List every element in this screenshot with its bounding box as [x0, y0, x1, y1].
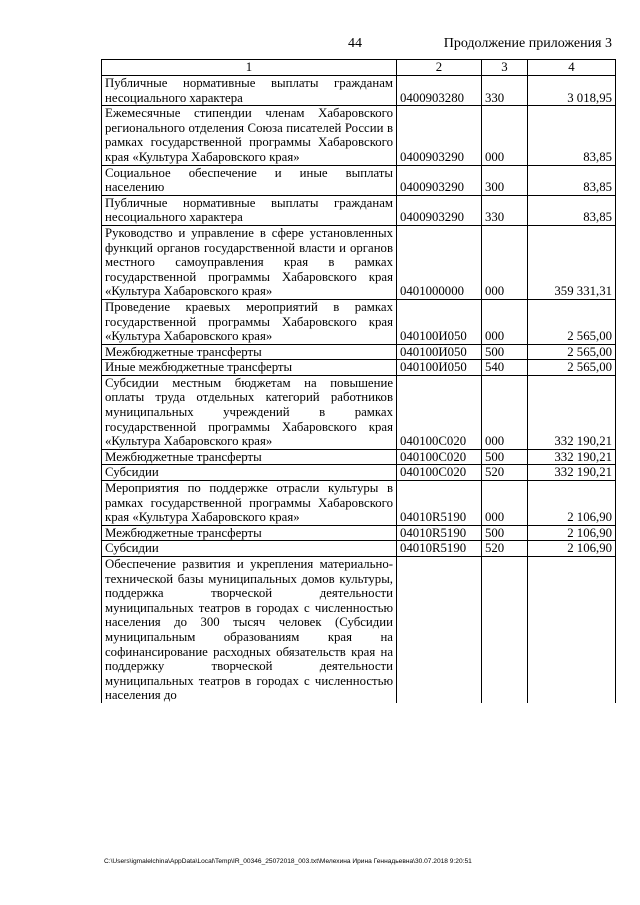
row-name-cell: Публичные нормативные выплаты гражданам несоциального характера: [102, 76, 397, 106]
row-type-cell: 000: [482, 106, 528, 165]
row-name-cell: Обеспечение развития и укрепления материально-технической базы муниципальных домов культуры, поддержка творческой деятельности муниципальных театров в городах с численностью населения до 300 тысяч человек (Субсидии муниципальным образованиям края на софинансирование расходных обязательств края на поддержку творческой деятельности муниципальных театров в городах с численностью населения до: [102, 557, 397, 703]
row-code-cell: 040100И050: [397, 299, 482, 344]
table-header-row: [102, 60, 616, 76]
row-type-cell: [482, 557, 528, 703]
budget-table: [101, 59, 616, 703]
row-name-cell: Мероприятия по поддержке отрасли культуры в рамках государственной программы Хабаровского края «Культура Хабаровского края»: [102, 481, 397, 526]
table-row: [102, 375, 616, 449]
column-header-3: 3: [482, 60, 528, 76]
row-type-cell: 300: [482, 165, 528, 195]
row-name-cell: Иные межбюджетные трансферты: [102, 360, 397, 376]
row-amount-cell: 2 106,90: [528, 481, 616, 526]
row-type-cell: 500: [482, 525, 528, 541]
column-header-1: 1: [102, 60, 397, 76]
row-code-cell: 0400903290: [397, 195, 482, 225]
row-name-cell: Субсидии местным бюджетам на повышение оплаты труда отдельных категорий работников муниципальных учреждений в рамках государственной программы Хабаровского края «Культура Хабаровского края»: [102, 375, 397, 449]
table-row: [102, 481, 616, 526]
row-amount-cell: 332 190,21: [528, 449, 616, 465]
row-type-cell: 000: [482, 225, 528, 299]
row-name-cell: Межбюджетные трансферты: [102, 525, 397, 541]
table-row: [102, 360, 616, 376]
table-row: [102, 299, 616, 344]
row-code-cell: 040100И050: [397, 344, 482, 360]
row-name-cell: Публичные нормативные выплаты гражданам несоциального характера: [102, 195, 397, 225]
row-amount-cell: [528, 557, 616, 703]
row-name-cell: Проведение краевых мероприятий в рамках государственной программы Хабаровского края «Культура Хабаровского края»: [102, 299, 397, 344]
row-amount-cell: 2 106,90: [528, 525, 616, 541]
row-amount-cell: 2 106,90: [528, 541, 616, 557]
column-header-2: 2: [397, 60, 482, 76]
table-row: [102, 76, 616, 106]
page-number: 44: [348, 36, 362, 51]
row-name-cell: Ежемесячные стипендии членам Хабаровского регионального отделения Союза писателей России в рамках государственной программы Хабаровского края «Культура Хабаровского края»: [102, 106, 397, 165]
row-code-cell: [397, 557, 482, 703]
table-row: [102, 165, 616, 195]
row-code-cell: 040100С020: [397, 449, 482, 465]
column-header-4: 4: [528, 60, 616, 76]
row-code-cell: 040100С020: [397, 375, 482, 449]
row-amount-cell: 3 018,95: [528, 76, 616, 106]
row-code-cell: 0400903290: [397, 165, 482, 195]
row-amount-cell: 332 190,21: [528, 375, 616, 449]
row-amount-cell: 83,85: [528, 195, 616, 225]
row-amount-cell: 332 190,21: [528, 465, 616, 481]
row-code-cell: 0400903290: [397, 106, 482, 165]
row-type-cell: 000: [482, 481, 528, 526]
table-row: [102, 449, 616, 465]
row-code-cell: 04010R5190: [397, 541, 482, 557]
row-type-cell: 330: [482, 195, 528, 225]
row-code-cell: 0400903280: [397, 76, 482, 106]
row-code-cell: 040100И050: [397, 360, 482, 376]
row-type-cell: 000: [482, 299, 528, 344]
row-type-cell: 500: [482, 344, 528, 360]
table-row: [102, 557, 616, 703]
row-amount-cell: 83,85: [528, 106, 616, 165]
row-amount-cell: 2 565,00: [528, 344, 616, 360]
file-path-footer: C:\Users\igmalelchina\AppData\Local\Temp\IR_00346_25072018_003.txt\Мелехина Ирина Геннадьевна\30.07.2018 9:20:51: [104, 858, 472, 865]
row-name-cell: Межбюджетные трансферты: [102, 344, 397, 360]
row-type-cell: 540: [482, 360, 528, 376]
row-type-cell: 520: [482, 465, 528, 481]
table-row: [102, 225, 616, 299]
row-name-cell: Руководство и управление в сфере установленных функций органов государственной власти и органов местного самоуправления края в рамках государственной программы Хабаровского края «Культура Хабаровского края»: [102, 225, 397, 299]
row-name-cell: Межбюджетные трансферты: [102, 449, 397, 465]
row-type-cell: 000: [482, 375, 528, 449]
row-code-cell: 04010R5190: [397, 481, 482, 526]
row-name-cell: Субсидии: [102, 465, 397, 481]
row-type-cell: 500: [482, 449, 528, 465]
row-amount-cell: 83,85: [528, 165, 616, 195]
table-row: [102, 344, 616, 360]
table-row: [102, 525, 616, 541]
row-name-cell: Социальное обеспечение и иные выплаты населению: [102, 165, 397, 195]
table-row: [102, 541, 616, 557]
row-code-cell: 04010R5190: [397, 525, 482, 541]
row-amount-cell: 2 565,00: [528, 299, 616, 344]
row-name-cell: Субсидии: [102, 541, 397, 557]
row-type-cell: 330: [482, 76, 528, 106]
row-code-cell: 0401000000: [397, 225, 482, 299]
table-row: [102, 195, 616, 225]
continuation-label: Продолжение приложения 3: [443, 36, 612, 51]
row-type-cell: 520: [482, 541, 528, 557]
row-code-cell: 040100С020: [397, 465, 482, 481]
table-row: [102, 106, 616, 165]
table-row: [102, 465, 616, 481]
row-amount-cell: 2 565,00: [528, 360, 616, 376]
row-amount-cell: 359 331,31: [528, 225, 616, 299]
